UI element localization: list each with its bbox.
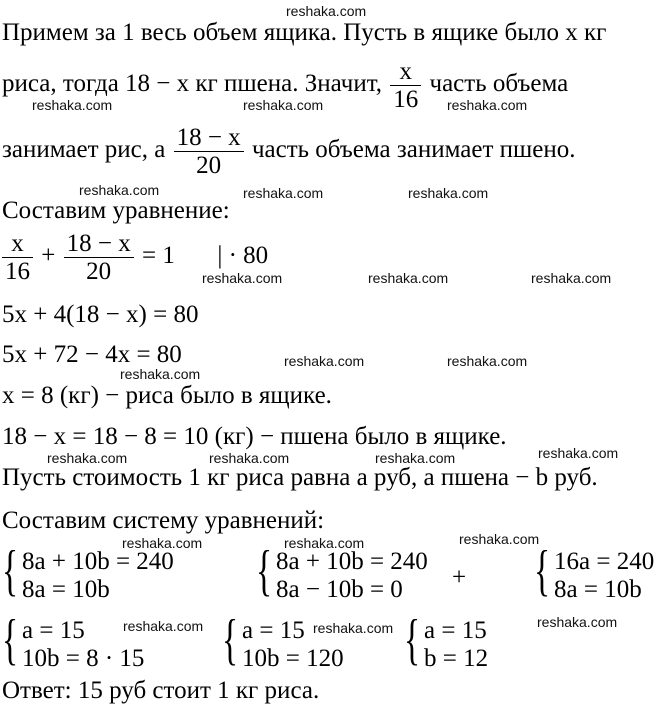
system-6-row-1: a = 15 <box>424 617 487 644</box>
fraction-numerator: x <box>2 230 33 258</box>
watermark: reshaka.com <box>286 3 367 19</box>
fraction-millet-share <box>174 124 244 179</box>
text-line-7: 5x + 72 − 4x = 80 <box>2 341 182 368</box>
fraction-numerator: 18 − x <box>64 230 134 258</box>
equation-plus: + <box>41 242 56 270</box>
fraction-numerator: x <box>390 58 421 86</box>
system-1-row-1: 8a + 10b = 240 <box>22 548 174 575</box>
text-line-10: Пусть стоимость 1 кг риса равна a руб, а пшена − b руб. <box>2 464 598 491</box>
system-plus: + <box>452 564 467 591</box>
system-3-row-2: 8a = 10b <box>554 576 642 603</box>
system-2-row-2: 8a − 10b = 0 <box>276 576 403 603</box>
watermark: reshaka.com <box>243 185 324 201</box>
watermark: reshaka.com <box>531 270 612 286</box>
watermark: reshaka.com <box>79 182 160 198</box>
watermark: reshaka.com <box>47 450 128 466</box>
fraction-denominator: 16 <box>393 86 419 113</box>
text-line-6: 5x + 4(18 − x) = 80 <box>2 301 199 328</box>
watermark: reshaka.com <box>375 450 456 466</box>
watermark: reshaka.com <box>123 618 204 634</box>
system-brace: { <box>2 540 19 602</box>
watermark: reshaka.com <box>32 97 113 113</box>
watermark: reshaka.com <box>313 620 394 636</box>
fraction-denominator: 16 <box>5 258 30 285</box>
system-1-row-2: 8a = 10b <box>22 576 110 603</box>
answer-line: Ответ: 15 руб стоит 1 кг риса. <box>2 677 320 704</box>
system-brace: { <box>404 609 421 671</box>
system-3-row-1: 16a = 240 <box>554 548 655 575</box>
system-brace: { <box>2 609 19 671</box>
watermark: reshaka.com <box>243 97 324 113</box>
line2-before: риса, тогда 18 − x кг пшена. Значит, <box>2 70 382 98</box>
watermark: reshaka.com <box>447 353 528 369</box>
watermark: reshaka.com <box>209 450 290 466</box>
equation-fraction-1 <box>2 230 33 285</box>
text-line-3 <box>2 124 576 179</box>
watermark: reshaka.com <box>459 531 540 547</box>
fraction-denominator: 20 <box>196 152 222 179</box>
text-line-8: x = 8 (кг) − риса было в ящике. <box>2 382 332 409</box>
watermark: reshaka.com <box>447 97 528 113</box>
system-brace: { <box>256 540 273 602</box>
watermark: reshaka.com <box>408 185 489 201</box>
system-4-row-2: 10b = 8 · 15 <box>22 645 145 672</box>
watermark: reshaka.com <box>120 366 201 382</box>
watermark: reshaka.com <box>537 614 618 630</box>
fraction-numerator: 18 − x <box>174 124 244 152</box>
equation-multiplier: | · 80 <box>217 242 269 270</box>
watermark: reshaka.com <box>538 445 619 461</box>
watermark: reshaka.com <box>368 270 449 286</box>
equation-fraction-2 <box>64 230 134 285</box>
watermark: reshaka.com <box>284 353 365 369</box>
line2-after: часть объема <box>429 70 569 98</box>
system-5-row-2: 10b = 120 <box>242 645 344 672</box>
system-brace: { <box>534 540 551 602</box>
watermark: reshaka.com <box>122 535 203 551</box>
line3-after: часть объема занимает пшено. <box>251 136 576 164</box>
fraction-denominator: 20 <box>86 258 112 285</box>
system-brace: { <box>222 609 239 671</box>
system-2-row-1: 8a + 10b = 240 <box>276 548 428 575</box>
fraction-rice-share <box>390 58 421 113</box>
equation-equals: = 1 <box>141 242 175 270</box>
watermark: reshaka.com <box>202 270 283 286</box>
text-line-9: 18 − x = 18 − 8 = 10 (кг) − пшена было в ящике. <box>2 423 507 450</box>
text-line-1: Примем за 1 весь объем ящика. Пусть в ящике было x кг <box>2 19 607 46</box>
system-6-row-2: b = 12 <box>424 645 489 672</box>
watermark: reshaka.com <box>284 535 365 551</box>
line3-before: занимает рис, а <box>2 136 166 164</box>
system-4-row-1: a = 15 <box>22 617 85 644</box>
text-line-11: Составим систему уравнений: <box>2 507 325 534</box>
system-5-row-1: a = 15 <box>242 617 305 644</box>
text-line-4: Составим уравнение: <box>2 197 230 224</box>
